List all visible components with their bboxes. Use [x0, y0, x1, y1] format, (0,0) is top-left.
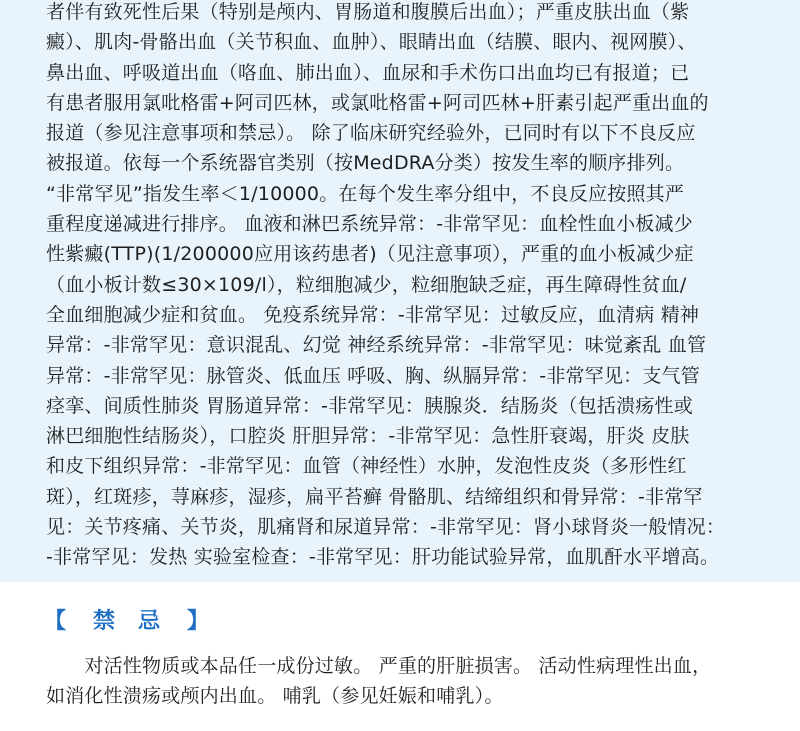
text-line: 鼻出血、呼吸道出血（咯血、肺出血）、血尿和手术伤口出血均已有报道；已	[46, 61, 690, 84]
text-line: -非常罕见：发热 实验室检查：-非常罕见：肝功能试验异常，血肌酐水平增高。	[46, 546, 720, 569]
text-line: 对活性物质或本品任一成份过敏。 严重的肝脏损害。 活动性病理性出血，	[46, 655, 712, 677]
heading-char: 禁	[93, 609, 117, 634]
text-line: 见：关节疼痛、关节炎，肌痛肾和尿道异常：-非常罕见：肾小球肾炎一般情况：	[46, 516, 726, 539]
text-line: 斑），红斑疹，荨麻疹，湿疹，扁平苔癣 骨骼肌、结缔组织和骨异常：-非常罕	[46, 485, 703, 508]
text-line: 淋巴细胞性结肠炎），口腔炎 肝胆异常：-非常罕见：急性肝衰竭，肝炎 皮肤	[46, 425, 690, 448]
text-line: 如消化性溃疡或颅内出血。 哺乳（参见妊娠和哺乳）。	[46, 685, 504, 708]
text-line: 异常：-非常罕见：意识混乱、幻觉 神经系统异常：-非常罕见：味觉紊乱 血管	[46, 334, 707, 357]
text-line: 癜）、肌肉-骨骼出血（关节积血、血肿）、眼睛出血（结膜、眼内、视网膜）、	[46, 31, 697, 54]
heading-char: 忌	[138, 609, 162, 634]
text-line: 性紫癜(TTP)(1/200000应用该药患者)（见注意事项），严重的血小板减少症	[46, 243, 694, 266]
text-line: “非常罕见”指发生率＜1/10000。在每个发生率分组中，不良反应按照其严	[46, 182, 685, 205]
text-line: 和皮下组织异常：-非常罕见：血管（神经性）水肿，发泡性皮炎（多形性红	[46, 455, 687, 478]
text-line: 重程度递减进行排序。 血液和淋巴系统异常：-非常罕见：血栓性血小板减少	[46, 213, 693, 236]
text-line: 者伴有致死性后果（特别是颅内、胃肠道和腹膜后出血）；严重皮肤出血（紫	[46, 1, 690, 23]
text-line: 异常：-非常罕见：脉管炎、低血压 呼吸、胸、纵膈异常：-非常罕见：支气管	[46, 364, 700, 387]
contraindications-heading	[44, 604, 210, 635]
text-line: 痉挛、间质性肺炎 胃肠道异常：-非常罕见：胰腺炎．结肠炎（包括溃疡性或	[46, 394, 693, 417]
adverse-reactions-text	[46, 0, 766, 573]
text-line: 被报道。依每一个系统器官类别（按MedDRA分类）按发生率的顺序排列。	[46, 152, 685, 175]
heading-bracket-right: 】	[187, 609, 211, 634]
heading-bracket-left: 【	[44, 609, 68, 634]
text-line: 报道（参见注意事项和禁忌）。 除了临床研究经验外，已同时有以下不良反应	[46, 122, 696, 145]
contraindications-text	[46, 651, 766, 712]
text-line: 全血细胞减少症和贫血。 免疫系统异常：-非常罕见：过敏反应，血清病 精神	[46, 303, 700, 326]
text-line: （血小板计数≤30×109/l），粒细胞减少，粒细胞缺乏症，再生障碍性贫血/	[46, 273, 687, 296]
text-line: 有患者服用氯吡格雷+阿司匹林，或氯吡格雷+阿司匹林+肝素引起严重出血的	[46, 91, 709, 114]
